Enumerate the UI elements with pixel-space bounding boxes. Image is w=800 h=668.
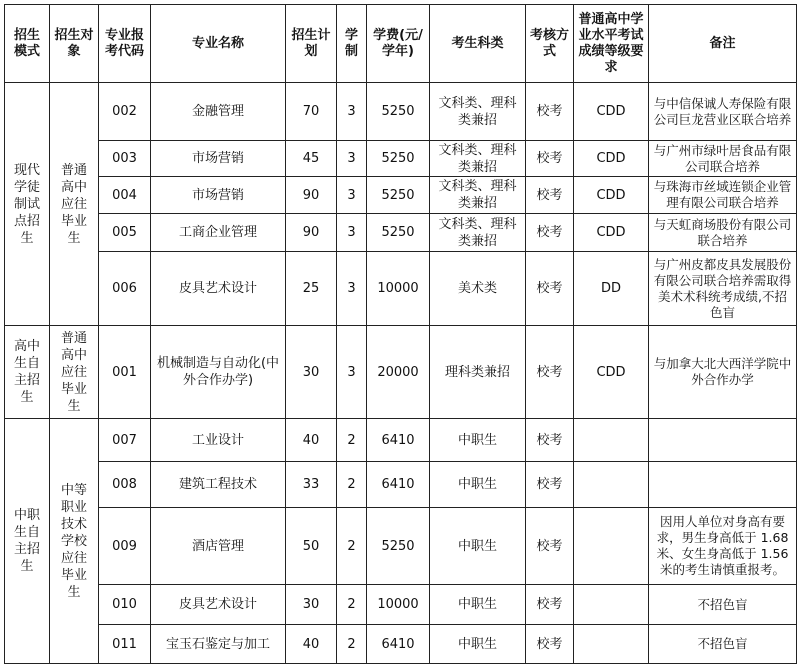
category-cell: 文科类、理科类兼招 — [430, 214, 526, 252]
table-row — [5, 83, 797, 141]
note-cell: 因用人单位对身高有要求，男生身高低于 1.68 米、女生身高低于 1.56 米的考生请慎重报考。 — [649, 508, 797, 585]
header-note: 备注 — [649, 5, 797, 83]
group-mode-cell: 现代学徒制试点招生 — [5, 83, 50, 326]
grade-requirement-cell — [574, 508, 649, 585]
note-cell: 与广州皮都皮具发展股份有限公司联合培养需取得美术术科统考成绩,不招色盲 — [649, 252, 797, 326]
fee-cell: 6410 — [367, 462, 430, 508]
group-mode-cell: 中职生自主招生 — [5, 419, 50, 664]
major-code-cell: 009 — [99, 508, 151, 585]
major-code-cell: 003 — [99, 141, 151, 177]
major-name-cell: 建筑工程技术 — [151, 462, 286, 508]
note-cell: 不招色盲 — [649, 625, 797, 664]
major-code-cell: 007 — [99, 419, 151, 462]
years-cell: 2 — [337, 585, 367, 625]
fee-cell: 6410 — [367, 625, 430, 664]
table-body — [5, 83, 797, 664]
plan-cell: 70 — [286, 83, 337, 141]
plan-cell: 40 — [286, 625, 337, 664]
note-cell: 与珠海市丝域连锁企业管理有限公司联合培养 — [649, 177, 797, 214]
plan-cell: 25 — [286, 252, 337, 326]
note-cell: 与中信保诚人寿保险有限公司巨龙营业区联合培养 — [649, 83, 797, 141]
years-cell: 3 — [337, 214, 367, 252]
grade-requirement-cell — [574, 419, 649, 462]
category-cell: 中职生 — [430, 462, 526, 508]
exam-method-cell: 校考 — [526, 585, 574, 625]
years-cell: 3 — [337, 177, 367, 214]
major-name-cell: 工商企业管理 — [151, 214, 286, 252]
header-mode: 招生模式 — [5, 5, 50, 83]
table-row — [5, 419, 797, 462]
fee-cell: 5250 — [367, 177, 430, 214]
years-cell: 3 — [337, 326, 367, 419]
header-code: 专业报考代码 — [99, 5, 151, 83]
category-cell: 中职生 — [430, 508, 526, 585]
header-fee: 学费(元/学年) — [367, 5, 430, 83]
major-code-cell: 004 — [99, 177, 151, 214]
group-target-cell: 普通高中应往毕业生 — [50, 83, 99, 326]
plan-cell: 90 — [286, 214, 337, 252]
major-code-cell: 011 — [99, 625, 151, 664]
grade-requirement-cell — [574, 625, 649, 664]
exam-method-cell: 校考 — [526, 508, 574, 585]
exam-method-cell: 校考 — [526, 177, 574, 214]
major-name-cell: 机械制造与自动化(中外合作办学) — [151, 326, 286, 419]
exam-method-cell: 校考 — [526, 326, 574, 419]
grade-requirement-cell: CDD — [574, 326, 649, 419]
exam-method-cell: 校考 — [526, 141, 574, 177]
fee-cell: 5250 — [367, 141, 430, 177]
category-cell: 中职生 — [430, 419, 526, 462]
major-name-cell: 皮具艺术设计 — [151, 585, 286, 625]
group-target-cell: 中等职业技术学校应往毕业生 — [50, 419, 99, 664]
table-row — [5, 508, 797, 585]
grade-requirement-cell: CDD — [574, 214, 649, 252]
plan-cell: 45 — [286, 141, 337, 177]
note-cell: 不招色盲 — [649, 585, 797, 625]
header-plan: 招生计划 — [286, 5, 337, 83]
major-name-cell: 工业设计 — [151, 419, 286, 462]
category-cell: 文科类、理科类兼招 — [430, 83, 526, 141]
years-cell: 2 — [337, 419, 367, 462]
table-row — [5, 462, 797, 508]
header-target: 招生对象 — [50, 5, 99, 83]
plan-cell: 90 — [286, 177, 337, 214]
table-row — [5, 252, 797, 326]
years-cell: 3 — [337, 83, 367, 141]
note-cell: 与广州市绿叶居食品有限公司联合培养 — [649, 141, 797, 177]
header-row — [5, 5, 797, 83]
years-cell: 3 — [337, 141, 367, 177]
exam-method-cell: 校考 — [526, 214, 574, 252]
exam-method-cell: 校考 — [526, 252, 574, 326]
grade-requirement-cell: DD — [574, 252, 649, 326]
table-row — [5, 326, 797, 419]
fee-cell: 5250 — [367, 508, 430, 585]
admission-table — [4, 4, 797, 664]
plan-cell: 50 — [286, 508, 337, 585]
plan-cell: 30 — [286, 326, 337, 419]
table-row — [5, 585, 797, 625]
fee-cell: 6410 — [367, 419, 430, 462]
header-exam: 考核方式 — [526, 5, 574, 83]
plan-cell: 40 — [286, 419, 337, 462]
grade-requirement-cell: CDD — [574, 83, 649, 141]
major-code-cell: 010 — [99, 585, 151, 625]
major-code-cell: 008 — [99, 462, 151, 508]
major-name-cell: 市场营销 — [151, 177, 286, 214]
category-cell: 文科类、理科类兼招 — [430, 177, 526, 214]
header-category: 考生科类 — [430, 5, 526, 83]
grade-requirement-cell: CDD — [574, 141, 649, 177]
group-mode-cell: 高中生自主招生 — [5, 326, 50, 419]
years-cell: 3 — [337, 252, 367, 326]
category-cell: 美术类 — [430, 252, 526, 326]
major-name-cell: 酒店管理 — [151, 508, 286, 585]
category-cell: 文科类、理科类兼招 — [430, 141, 526, 177]
years-cell: 2 — [337, 625, 367, 664]
major-code-cell: 005 — [99, 214, 151, 252]
fee-cell: 20000 — [367, 326, 430, 419]
major-code-cell: 006 — [99, 252, 151, 326]
fee-cell: 10000 — [367, 252, 430, 326]
note-cell — [649, 462, 797, 508]
years-cell: 2 — [337, 508, 367, 585]
major-name-cell: 宝玉石鉴定与加工 — [151, 625, 286, 664]
plan-cell: 33 — [286, 462, 337, 508]
fee-cell: 10000 — [367, 585, 430, 625]
table-row — [5, 141, 797, 177]
major-code-cell: 001 — [99, 326, 151, 419]
admission-table-container — [4, 4, 797, 664]
note-cell: 与加拿大北大西洋学院中外合作办学 — [649, 326, 797, 419]
table-row — [5, 214, 797, 252]
note-cell: 与天虹商场股份有限公司联合培养 — [649, 214, 797, 252]
major-code-cell: 002 — [99, 83, 151, 141]
fee-cell: 5250 — [367, 214, 430, 252]
grade-requirement-cell: CDD — [574, 177, 649, 214]
table-row — [5, 177, 797, 214]
header-major: 专业名称 — [151, 5, 286, 83]
exam-method-cell: 校考 — [526, 625, 574, 664]
major-name-cell: 市场营销 — [151, 141, 286, 177]
fee-cell: 5250 — [367, 83, 430, 141]
header-grade: 普通高中学业水平考试成绩等级要求 — [574, 5, 649, 83]
exam-method-cell: 校考 — [526, 462, 574, 508]
group-target-cell: 普通高中应往毕业生 — [50, 326, 99, 419]
grade-requirement-cell — [574, 585, 649, 625]
exam-method-cell: 校考 — [526, 83, 574, 141]
table-row — [5, 625, 797, 664]
note-cell — [649, 419, 797, 462]
years-cell: 2 — [337, 462, 367, 508]
header-years: 学制 — [337, 5, 367, 83]
major-name-cell: 皮具艺术设计 — [151, 252, 286, 326]
grade-requirement-cell — [574, 462, 649, 508]
plan-cell: 30 — [286, 585, 337, 625]
exam-method-cell: 校考 — [526, 419, 574, 462]
category-cell: 中职生 — [430, 585, 526, 625]
category-cell: 理科类兼招 — [430, 326, 526, 419]
category-cell: 中职生 — [430, 625, 526, 664]
major-name-cell: 金融管理 — [151, 83, 286, 141]
